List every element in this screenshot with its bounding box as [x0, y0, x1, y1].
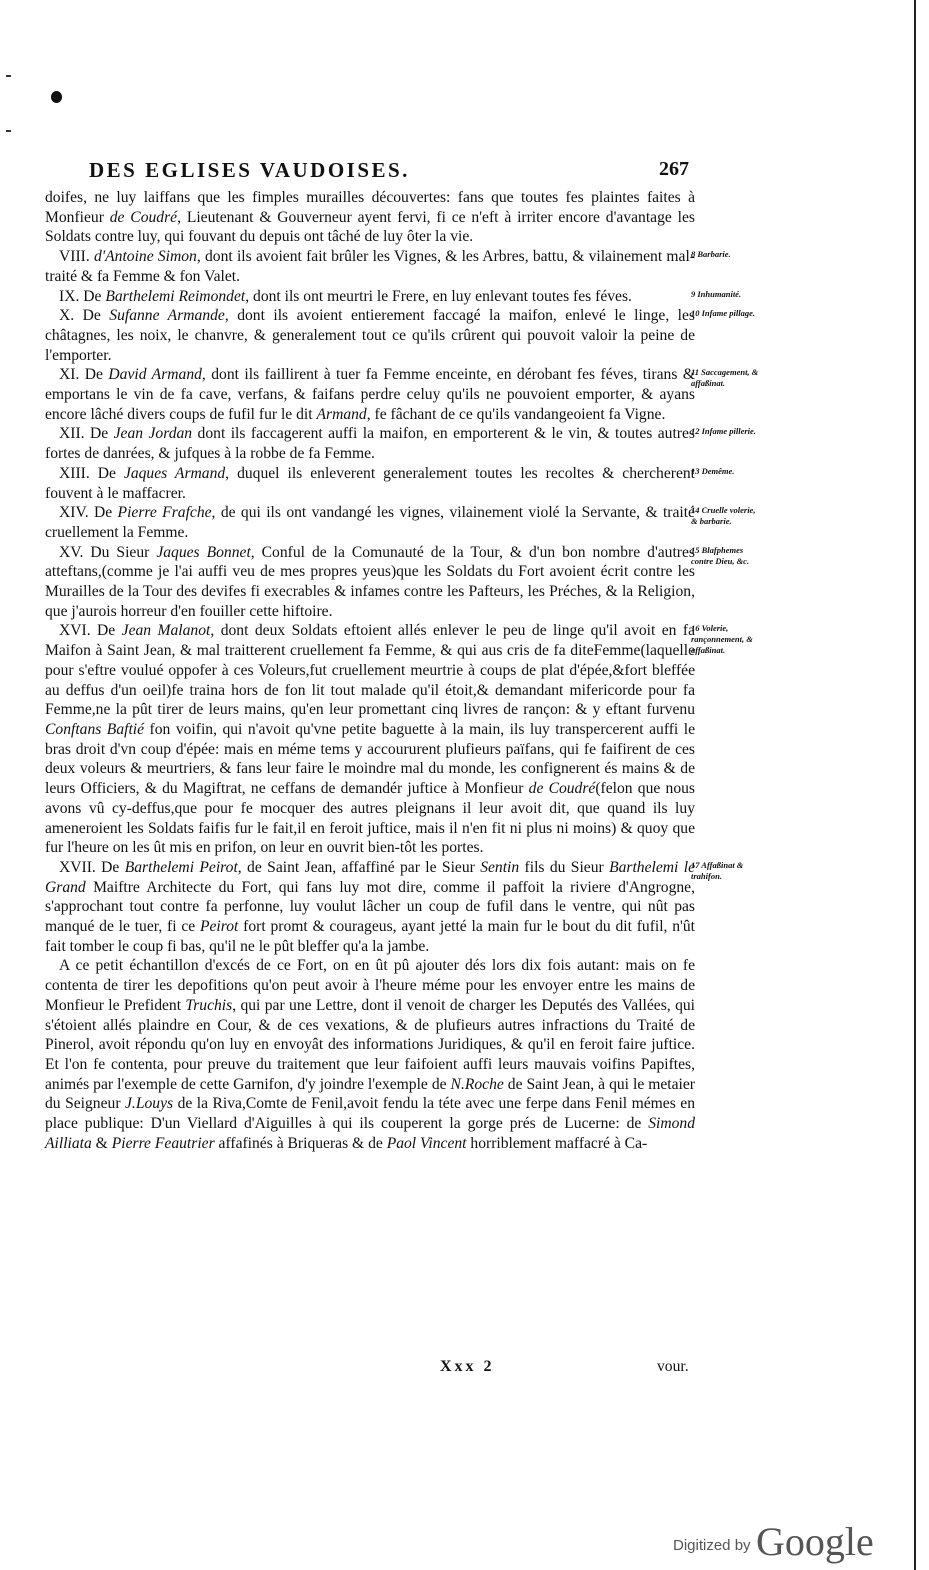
- text-run: , de qui ils ont vandangé les vignes, vilainement violé la Servante, & traité cruellement la Femme.: [45, 504, 695, 541]
- scan-mark: [6, 75, 11, 77]
- signature-mark: Xxx 2: [440, 1358, 495, 1375]
- text-run: , Conful de la Comunauté de la Tour, & d'un bon nombre d'autres atteftans,(comme je l'ai auffi veu de mes propres yeus)que les Soldats du Fort avoient écrit contre les Murailles de la Tour des devifes fi execrables & infames contre les Pafteurs, les Préches, & la Religion, que j'aurois horreur d'en fouiller cette hiftoire.: [45, 543, 695, 620]
- italic-name: David Armand: [108, 366, 202, 384]
- catchword: vour.: [657, 1358, 689, 1375]
- italic-name: Peirot: [199, 918, 239, 936]
- text-run: , qui par une Lettre, dont il venoit de charger les Deputés des Vallées, qui s'étoient allés plaindre en Cour, & de ces vexations, & de plufieurs autres infractions du Traité de Pinerol, avoit répondu qu'on luy en envoyât des informations Juridiques, & qu'il en feroit faire juftice. Et l'on fe contenta, pour preuve du traitement que leur faifoient auffi leurs mauvais voifins Papiftes, animés par l'exemple de cette Garnifon, d'y joindre l'exemple de: [45, 996, 695, 1093]
- italic-name: Barthelemi le Grand: [45, 858, 695, 896]
- page-number: 267: [659, 158, 689, 180]
- text-run: affafinés à Briqueras & de: [214, 1134, 387, 1152]
- italic-name: J.Louys: [125, 1095, 174, 1113]
- paragraph: [45, 621, 753, 857]
- text-run: , Lieutenant & Gouverneur ayent fervi, fi ce n'eft à irriter encore d'avantage les Soldats contre luy, qui fouvant du depuis ont tâché de luy ôter la vie.: [45, 208, 695, 246]
- text-run: de la Riva,Comte de Fenil,avoit fendu la téte avec une ferpe dans Fenil mémes en place publique: D'un Viellard d'Aiguilles à qui ils couperent la gorge prés de Lucerne: de: [45, 1095, 695, 1133]
- margin-note: 8 Barbarie.: [691, 249, 731, 260]
- italic-name: Simond Ailliata: [45, 1115, 695, 1152]
- italic-name: Armand: [316, 405, 367, 423]
- paragraph: [45, 306, 755, 365]
- italic-name: Pierre Feautrier: [111, 1134, 215, 1152]
- text-run: , dont ils avoient fait brûler les Vignes, & les Arbres, battu, & vilainement mal-traité & fa Femme & fon Valet.: [45, 248, 696, 285]
- text-run: , dont ils ont meurtri le Frere, en luy enlevant toutes fes féves.: [245, 287, 632, 305]
- margin-note: 14 Cruelle volerie, & barbarie.: [691, 505, 756, 527]
- italic-name: Jean Jordan: [113, 425, 193, 443]
- paragraph: [45, 287, 742, 307]
- text-run: IX. De: [59, 287, 106, 305]
- text-run: , fe fâchant de ce qu'ils vandangeoient fa Vigne.: [366, 405, 666, 423]
- text-run: fort promt & courageus, ayant jetté la main fur le bout du dit fufil, n'ût fait tomber le coup fi bas, qu'il ne le pût bleffer qu'a la jambe.: [45, 918, 695, 955]
- margin-note: 17 Affaßinat & trahifon.: [691, 859, 744, 881]
- text-run: de Saint Jean, à qui le metaier du Seigneur: [45, 1075, 695, 1113]
- text-run: XVII. De: [59, 858, 125, 876]
- paragraph: [45, 365, 759, 424]
- text-run: (felon que nous avons vû cy-deffus,que pour fe mocquer des autres pleignans il leur avoit dit, que quand ils luy ameneroient les Soldats faifis fur le fait,il en feroit juftice, mais il n'en fit ni plus ni moins) & quoy que fur l'heure on les ût mis en prifon, on leur en ouvrit bien-tôt les portes.: [45, 780, 695, 857]
- paragraph: [45, 858, 744, 957]
- italic-name: Barthelemi Peirot: [124, 858, 238, 876]
- italic-name: Conftans Baftié: [45, 720, 145, 738]
- paragraph: [45, 503, 756, 542]
- italic-name: N.Roche: [450, 1075, 504, 1093]
- text-run: , de Saint Jean, affaffiné par le Sieur: [237, 858, 481, 876]
- italic-name: Pierre Frafche: [117, 504, 212, 522]
- page-header: [89, 158, 689, 188]
- paragraph: [45, 464, 735, 503]
- scan-mark: [6, 130, 11, 132]
- text-run: XI. De: [59, 366, 109, 384]
- italic-name: d'Antoine Simon: [93, 248, 197, 266]
- paragraph: [45, 956, 695, 1153]
- text-run: , dont ils faillirent à tuer fa Femme enceinte, en dérobant fes féves, tirans & emportans le vin de fa cave, verfans, & faifans perdre celuy qu'ils ne pouvoient emporter, & ayans encore lâché divers coups de fufil fur le dit: [45, 366, 695, 423]
- ink-spot: [51, 91, 62, 103]
- italic-name: Jaques Bonnet: [156, 543, 251, 561]
- paragraph: [45, 424, 756, 463]
- watermark-brand: Google: [756, 1519, 874, 1564]
- text-run: fils du Sieur: [519, 858, 610, 876]
- text-run: Maiftre Architecte du Fort, qui fans luy mot dire, comme il paffoit la riviere d'Angrogne, s'approchant tout contre fa perfonne, luy voulut lâcher un coup de fufil dans le ventre, qui nût pas manqué de le tuer, fi ce: [45, 878, 695, 936]
- running-title: DES EGLISES VAUDOISES.: [89, 158, 410, 182]
- body-text: [45, 188, 759, 1153]
- watermark-label: Digitized by: [673, 1537, 751, 1554]
- margin-note: 11 Saccagement, & affaßinat.: [691, 367, 759, 389]
- margin-note: 15 Blafphemes contre Dieu, &c.: [691, 544, 750, 566]
- text-run: , dont ils avoient entierement faccagé la maifon, enlevé le linge, les châtagnes, les noix, le chanvre, & generalement tout ce qu'ils crûrent qui pouvoit valoir la peine de l'emporter.: [45, 307, 696, 364]
- text-run: XVI. De: [59, 622, 122, 640]
- italic-name: Truchis: [185, 996, 233, 1014]
- italic-name: de Coudré: [528, 780, 596, 798]
- text-run: XV. Du Sieur: [59, 543, 157, 561]
- page-edge-line: [914, 0, 916, 1570]
- text-run: &: [91, 1134, 112, 1152]
- paragraph: [45, 247, 731, 286]
- text-run: VIII.: [59, 248, 94, 266]
- margin-note: 9 Inhumanité.: [691, 288, 742, 299]
- margin-note: 13 Demême.: [691, 465, 735, 476]
- text-run: A ce petit échantillon d'excés de ce Fort, on en ût pû ajouter dés lors dix fois autant: mais on fe contenta de tirer les depofitions qu'on peut avoir à l'heure méme pour les envoyer entre les mains de Monfieur le Prefident: [45, 957, 695, 1014]
- text-run: dont ils faccagerent auffi la maifon, en emporterent & le vin, & toutes autres fortes de danrées, & jufques à la robbe de fa Femme.: [45, 425, 695, 463]
- text-run: horriblement maffacré à Ca-: [466, 1134, 648, 1152]
- text-run: XIV. De: [59, 504, 118, 522]
- paragraph: [45, 543, 750, 622]
- italic-name: Paol Vincent: [386, 1134, 467, 1152]
- text-run: doifes, ne luy laiffans que les fimples murailles découvertes: fans que toutes fes plaintes faites à Monfieur: [45, 189, 695, 226]
- italic-name: Jaques Armand: [123, 464, 226, 482]
- text-run: XII. De: [59, 425, 114, 443]
- italic-name: Jean Malanot: [121, 622, 211, 640]
- margin-note: 12 Infame pillerie.: [691, 426, 756, 437]
- text-run: XIII. De: [59, 464, 124, 482]
- margin-note: 10 Infame pillage.: [691, 308, 755, 319]
- italic-name: de Coudré: [109, 208, 178, 226]
- margin-note: 16 Volerie, rançonnement, & affaßinat.: [691, 623, 753, 656]
- italic-name: Sufanne Armande: [109, 307, 225, 325]
- text-run: fon voifin, qui n'avoit qu'vne petite baguette à la main, ils luy transpercerent auffi le bras droit d'vn coup d'épée: mais en méme tems y accoururent plufieurs païfans, qui fe faifirent de ces deux voleurs & meurtriers, & fans leur faire le moindre mal du monde, les confignerent és mains & de leurs Officiers, & du Magiftrat, ne ceffans de demandér juftice à Monfieur: [45, 720, 695, 798]
- text-run: X. De: [59, 307, 110, 325]
- text-run: , dont deux Soldats eftoient allés enlever le peu de linge qu'il avoit en fa Maifon à Saint Jean, & mal traitterent cruellement fa Femme, & qui aus cris de fa diteFemme(laquelle pour s'eftre voulué oppofer à ces Voleurs,fut cruellement meurtrie à coups de plat d'épée,&fort bleffée au deffus d'un oeil)fe traina hors de fon lit tout malade qu'il étoit,& demandant mifericorde pour fa Femme,ne la pût tirer de leurs mains, qu'en leur promettant cinq livres de rançon: & y eftant furvenu: [45, 622, 696, 719]
- italic-name: Sentin: [480, 858, 520, 876]
- text-run: , duquel ils enleverent generalement toutes les recoltes & chercherent fouvent à le maffacrer.: [45, 464, 695, 502]
- italic-name: Barthelemi Reimondet: [105, 287, 246, 305]
- paragraph: [45, 188, 695, 247]
